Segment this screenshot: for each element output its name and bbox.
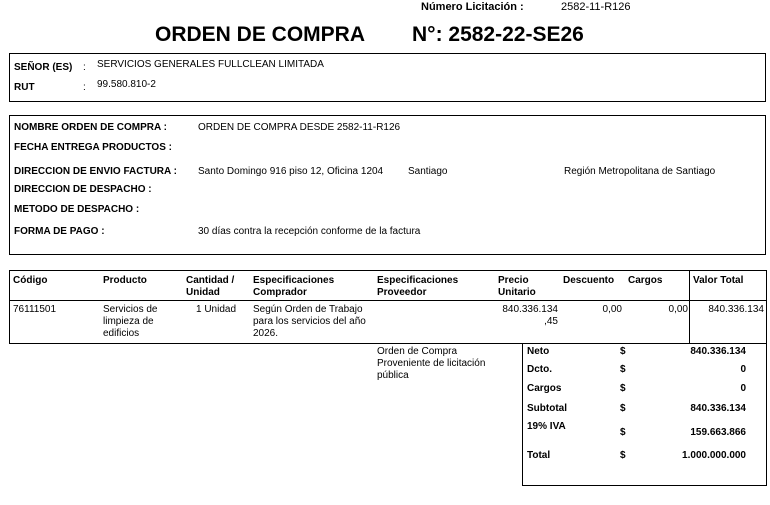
senor-colon: : xyxy=(83,62,86,73)
cargos-value: 0 xyxy=(740,383,746,394)
cell-precio: 840.336.134 ,45 xyxy=(502,304,558,327)
fecha-entrega-label: FECHA ENTREGA PRODUCTOS : xyxy=(14,142,172,153)
forma-pago-label: FORMA DE PAGO : xyxy=(14,226,105,237)
ciudad-value: Santiago xyxy=(408,166,448,177)
cell-producto: Servicios de limpieza de edificios xyxy=(103,304,158,339)
col-header-spec-proveedor: Especificaciones Proveedor xyxy=(377,275,459,298)
total-currency: $ xyxy=(620,450,626,461)
cell-descuento: 0,00 xyxy=(602,304,622,315)
dcto-value: 0 xyxy=(740,364,746,375)
col-header-cantidad: Cantidad / Unidad xyxy=(186,275,235,298)
order-number: N°: 2582-22-SE26 xyxy=(412,23,584,46)
direccion-factura-value: Santo Domingo 916 piso 12, Oficina 1204 xyxy=(198,166,384,177)
rut-value: 99.580.810-2 xyxy=(97,79,156,90)
col-header-producto: Producto xyxy=(103,275,147,286)
senor-label: SEÑOR (ES) xyxy=(14,62,73,73)
licitacion-value: 2582-11-R126 xyxy=(561,1,631,13)
total-label: Total xyxy=(527,450,551,461)
subtotal-label: Subtotal xyxy=(527,403,567,414)
iva-label: 19% IVA xyxy=(527,421,566,432)
valor-column-divider xyxy=(689,270,690,344)
direccion-factura-label: DIRECCION DE ENVIO FACTURA : xyxy=(14,166,177,177)
rut-label: RUT xyxy=(14,82,35,93)
licitacion-label: Número Licitación : xyxy=(421,1,524,13)
cell-cantidad: 1 Unidad xyxy=(196,304,237,315)
cargos-currency: $ xyxy=(620,383,626,394)
cell-spec-comprador: Según Orden de Trabajo para los servicios del año 2026. xyxy=(253,304,366,339)
col-header-precio: Precio Unitario xyxy=(498,275,536,298)
region-value: Región Metropolitana de Santiago xyxy=(564,166,716,177)
nombre-orden-value: ORDEN DE COMPRA DESDE 2582-11-R126 xyxy=(198,122,401,133)
col-header-valor: Valor Total xyxy=(693,275,744,286)
dcto-currency: $ xyxy=(620,364,626,375)
dcto-label: Dcto. xyxy=(527,364,552,375)
forma-pago-value: 30 días contra la recepción conforme de la factura xyxy=(198,226,421,237)
cell-cargos: 0,00 xyxy=(668,304,688,315)
cargos-label: Cargos xyxy=(527,383,562,394)
col-header-spec-comprador: Especificaciones Comprador xyxy=(253,275,335,298)
neto-label: Neto xyxy=(527,346,550,357)
page-title: ORDEN DE COMPRA xyxy=(155,23,366,46)
note-text: Orden de Compra Proveniente de licitación pública xyxy=(377,346,486,381)
neto-currency: $ xyxy=(620,346,626,357)
col-header-descuento: Descuento xyxy=(563,275,615,286)
senor-value: SERVICIOS GENERALES FULLCLEAN LIMITADA xyxy=(97,59,324,70)
iva-currency: $ xyxy=(620,427,626,438)
nombre-orden-label: NOMBRE ORDEN DE COMPRA : xyxy=(14,122,167,133)
direccion-despacho-label: DIRECCION DE DESPACHO : xyxy=(14,184,152,195)
table-header-divider xyxy=(9,300,767,301)
subtotal-currency: $ xyxy=(620,403,626,414)
total-value: 1.000.000.000 xyxy=(682,450,746,461)
cell-valor: 840.336.134 xyxy=(708,304,764,315)
col-header-cargos: Cargos xyxy=(628,275,663,286)
subtotal-value: 840.336.134 xyxy=(690,403,746,414)
neto-value: 840.336.134 xyxy=(690,346,746,357)
col-header-codigo: Código xyxy=(13,275,48,286)
metodo-despacho-label: METODO DE DESPACHO : xyxy=(14,204,140,215)
iva-value: 159.663.866 xyxy=(690,427,746,438)
rut-colon: : xyxy=(83,82,86,93)
cell-codigo: 76111501 xyxy=(13,304,57,315)
